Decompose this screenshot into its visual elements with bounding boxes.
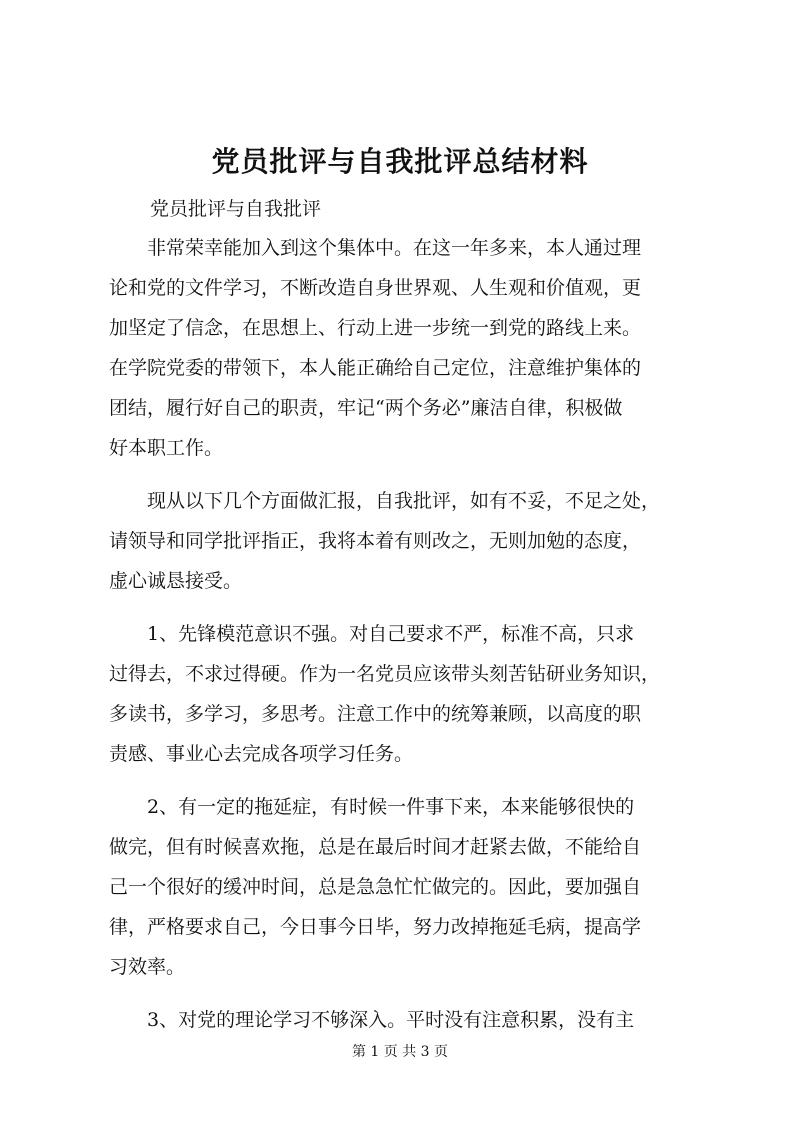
paragraph-line: 律，严格要求自己，今日事今日毕，努力改掉拖延毛病，提高学	[109, 916, 642, 938]
paragraph-line: 请领导和同学批评指正，我将本着有则改之，无则加勉的态度，	[109, 530, 642, 552]
paragraph-line: 论和党的文件学习，不断改造自身世界观、人生观和价值观，更	[109, 277, 642, 299]
paragraph-line: 3、对党的理论学习不够深入。平时没有注意积累，没有主	[109, 1009, 635, 1031]
paragraph-line: 多读书，多学习，多思考。注意工作中的统筹兼顾，以高度的职	[109, 703, 642, 725]
paragraph-line: 2、有一定的拖延症，有时候一件事下来，本来能够很快的	[109, 796, 635, 818]
document-subtitle: 党员批评与自我批评	[150, 198, 322, 220]
paragraph-line: 现从以下几个方面做汇报，自我批评，如有不妥，不足之处，	[109, 490, 661, 512]
paragraph-line: 团结，履行好自己的职责，牢记“两个务必”廉洁自律，积极做	[109, 397, 623, 419]
paragraph-line: 己一个很好的缓冲时间，总是急急忙忙做完的。因此，要加强自	[109, 876, 642, 898]
paragraph-item-3	[109, 1000, 715, 1040]
paragraph-line: 做完，但有时候喜欢拖，总是在最后时间才赶紧去做，不能给自	[109, 836, 642, 858]
paragraph-line: 虚心诚恳接受。	[109, 570, 243, 592]
paragraph-report	[109, 481, 715, 601]
paragraph-intro	[109, 228, 715, 468]
paragraph-line: 1、先锋模范意识不强。对自己要求不严，标准不高，只求	[109, 623, 635, 645]
paragraph-line: 好本职工作。	[109, 437, 224, 459]
paragraph-line: 加坚定了信念，在思想上、行动上进一步统一到党的路线上来。	[109, 317, 642, 339]
paragraph-line: 在学院党委的带领下，本人能正确给自己定位，注意维护集体的	[109, 357, 642, 379]
document-body	[109, 228, 715, 1053]
paragraph-line: 习效率。	[109, 956, 186, 978]
paragraph-line: 责感、事业心去完成各项学习任务。	[109, 743, 414, 765]
page-footer: 第 1 页 共 3 页	[351, 1044, 449, 1060]
paragraph-item-1	[109, 614, 715, 774]
document-title: 党员批评与自我批评总结材料	[211, 145, 589, 178]
paragraph-item-2	[109, 787, 715, 987]
paragraph-line: 过得去，不求过得硬。作为一名党员应该带头刻苦钻研业务知识，	[109, 663, 661, 685]
paragraph-line: 非常荣幸能加入到这个集体中。在这一年多来，本人通过理	[109, 237, 642, 259]
